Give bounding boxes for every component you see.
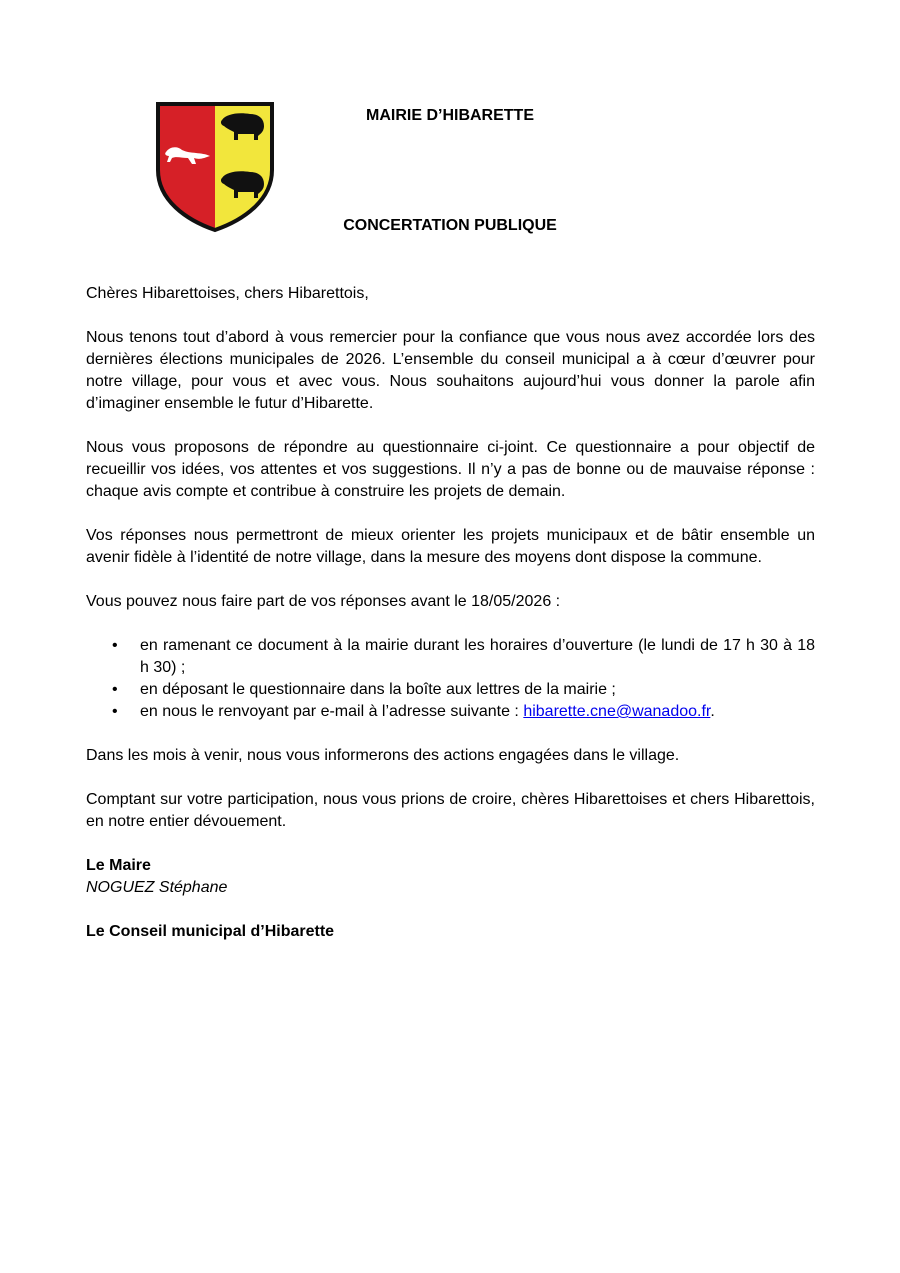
organization-title: MAIRIE D’HIBARETTE [366,107,534,124]
signature-title: Le Maire [86,857,151,874]
response-methods-list [86,635,815,723]
paragraph-questionnaire: Nous vous proposons de répondre au questionnaire ci-joint. Ce questionnaire a pour objectif de recueillir vos idées, vos attentes et vos suggestions. Il n’y a pas de bonne ou de mauvaise réponse : chaque avis compte et contribue à construire les projets de demain. [86,439,815,500]
paragraph-next-steps: Dans les mois à venir, nous vous informerons des actions engagées dans le village. [86,747,680,764]
salutation: Chères Hibarettoises, chers Hibarettois, [86,285,369,302]
bullet-icon: • [112,681,118,698]
paragraph-thanks: Nous tenons tout d’abord à vous remercier pour la confiance que vous nous avez accordée lors des dernières élections municipales de 2026. L’ensemble du conseil municipal a à cœur d’œuvrer pour notre village, pour vous et avec vous. Nous souhaitons aujourd’hui vous donner la parole afin d’imaginer ensemble le futur d’Hibarette. [86,329,815,412]
coat-of-arms-icon [154,100,276,234]
list-item [86,679,815,701]
paragraph-closing: Comptant sur votre participation, nous vous prions de croire, chères Hibarettoises et chers Hibarettois, en notre entier dévouement. [86,791,815,830]
list-item-text: en nous le renvoyant par e-mail à l’adresse suivante : [140,703,524,720]
letter-body [86,283,815,943]
paragraph-responses: Vos réponses nous permettront de mieux orienter les projets municipaux et de bâtir ensemble un avenir fidèle à l’identité de notre village, dans la mesure des moyens dont dispose la commune. [86,527,815,566]
bullet-icon: • [112,703,118,720]
list-item-suffix: . [710,703,715,720]
email-link[interactable]: hibarette.cne@wanadoo.fr [523,703,711,720]
list-item-text: en déposant le questionnaire dans la boîte aux lettres de la mairie ; [140,681,616,698]
paragraph-deadline: Vous pouvez nous faire part de vos réponses avant le 18/05/2026 : [86,593,561,610]
list-item [86,701,815,723]
document-title: CONCERTATION PUBLIQUE [343,217,557,234]
list-item-text: en ramenant ce document à la mairie durant les horaires d’ouverture (le lundi de 17 h 30 à 18 h 30) ; [140,637,815,676]
list-item [86,635,815,679]
bullet-icon: • [112,637,118,654]
signature-name: NOGUEZ Stéphane [86,879,228,896]
signature-council: Le Conseil municipal d’Hibarette [86,923,335,940]
